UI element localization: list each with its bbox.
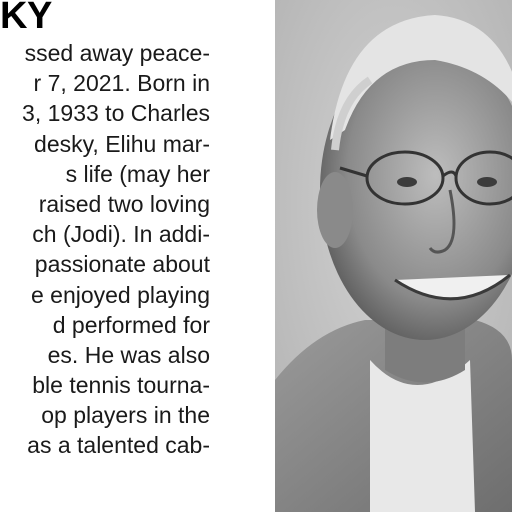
- portrait-photo: [275, 0, 512, 512]
- obituary-line: as a talented cab-: [27, 432, 210, 459]
- obituary-line: s life (may her: [65, 160, 210, 187]
- obituary-line: e enjoyed playing: [30, 281, 210, 308]
- obituary-headline: KY: [0, 0, 52, 37]
- obituary-line: r 7, 2021. Born in: [33, 70, 210, 97]
- obituary-line: es. He was also: [47, 341, 210, 368]
- obituary-text-column: [0, 38, 210, 461]
- portrait-illustration: [275, 0, 512, 512]
- obituary-line: desky, Elihu mar-: [34, 130, 210, 157]
- obituary-line: op players in the: [41, 402, 210, 429]
- obituary-line: ssed away peace-: [24, 40, 210, 66]
- obituary-line: passionate about: [34, 251, 210, 278]
- obituary-line: raised two loving: [38, 190, 210, 217]
- obituary-line: 3, 1933 to Charles: [22, 100, 210, 127]
- obituary-line: d performed for: [52, 311, 210, 338]
- obituary-line: ch (Jodi). In addi-: [32, 221, 210, 248]
- obituary-line: ble tennis tourna-: [32, 372, 210, 399]
